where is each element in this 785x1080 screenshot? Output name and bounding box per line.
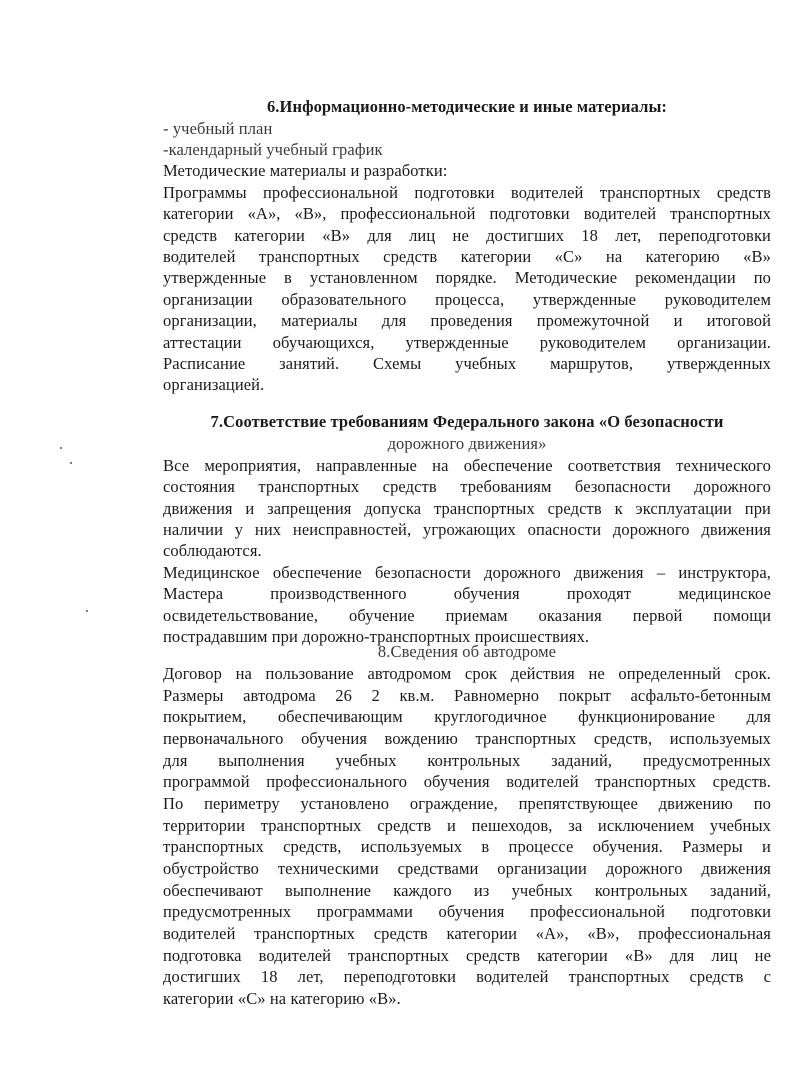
paragraph-line: организации образовательного процесса, утвержденные руководителем <box>163 290 771 309</box>
paragraph-line: освидетельствование, обучение приемам оказания первой помощи <box>163 606 771 625</box>
list-item: -календарный учебный график <box>163 140 383 159</box>
scan-speck <box>86 610 88 612</box>
list-item: - учебный план <box>163 119 273 138</box>
paragraph-line: обеспечивают выполнение каждого из учебных контрольных заданий, <box>163 881 771 900</box>
section-6-heading: 6.Информационно-методические и иные материалы: <box>266 97 668 116</box>
paragraph-line: достигших 18 лет, переподготовки водителей транспортных средств с <box>163 967 771 986</box>
section-7-heading-cont: дорожного движения» <box>387 434 547 453</box>
paragraph-line: транспортных средств, используемых в процессе обучения. Размеры и <box>163 837 771 856</box>
paragraph-line: территории транспортных средств и пешеходов, за исключением учебных <box>163 816 771 835</box>
subheading: Методические материалы и разработки: <box>163 161 448 180</box>
paragraph-line: состояния транспортных средств требованиям безопасности дорожного <box>163 477 771 496</box>
section-8-heading: 8.Сведения об автодроме <box>377 642 557 661</box>
paragraph-line: средств категории «В» для лиц не достигших 18 лет, переподготовки <box>163 226 771 245</box>
paragraph-line: наличии у них неисправностей, угрожающих опасности дорожного движения <box>163 520 771 539</box>
section-7-heading: 7.Соответствие требованиям Федерального закона «О безопасности <box>210 412 724 431</box>
paragraph-line: водителей транспортных средств категории «С» на категорию «В» <box>163 247 771 266</box>
paragraph-line: Расписание занятий. Схемы учебных маршрутов, утвержденных <box>163 354 771 373</box>
paragraph-line: водителей транспортных средств категории «А», «В», профессиональная <box>163 924 771 943</box>
paragraph-line: соблюдаются. <box>163 541 262 560</box>
paragraph-line: организацией. <box>163 375 265 394</box>
paragraph-line: Программы профессиональной подготовки водителей транспортных средств <box>163 183 771 202</box>
paragraph-line: Размеры автодрома 26 2 кв.м. Равномерно покрыт асфальто-бетонным <box>163 686 771 705</box>
paragraph-line: аттестации обучающихся, утвержденные руководителем организации. <box>163 333 771 352</box>
paragraph-line: Договор на пользование автодромом срок действия не определенный срок. <box>163 664 771 683</box>
paragraph-line: программой профессионального обучения водителей транспортных средств. <box>163 772 771 791</box>
paragraph-line: По периметру установлено ограждение, препятствующее движению по <box>163 794 771 813</box>
paragraph-line: движения и запрещения допуска транспортных средств к эксплуатации при <box>163 499 771 518</box>
paragraph-line: первоначального обучения вождению транспортных средств, используемых <box>163 729 771 748</box>
paragraph-line: категории «С» на категорию «В». <box>163 989 401 1008</box>
paragraph-line: покрытием, обеспечивающим круглогодичное функционирование для <box>163 707 771 726</box>
paragraph-line: пострадавшим при дорожно-транспортных происшествиях. <box>163 627 590 646</box>
paragraph-line: предусмотренных программами обучения профессиональной подготовки <box>163 902 771 921</box>
scan-speck <box>70 462 72 464</box>
scan-speck <box>60 447 62 449</box>
paragraph-line: организации, материалы для проведения промежуточной и итоговой <box>163 311 771 330</box>
paragraph-line: для выполнения учебных контрольных заданий, предусмотренных <box>163 751 771 770</box>
paragraph-line: утвержденные в установленном порядке. Методические рекомендации по <box>163 268 771 287</box>
paragraph-line: категории «А», «В», профессиональной подготовки водителей транспортных <box>163 204 771 223</box>
paragraph-line: обустройство техническими средствами организации дорожного движения <box>163 859 771 878</box>
paragraph-line: Мастера производственного обучения проходят медицинское <box>163 584 771 603</box>
paragraph-line: подготовка водителей транспортных средств категории «В» для лиц не <box>163 946 771 965</box>
paragraph-line: Медицинское обеспечение безопасности дорожного движения – инструктора, <box>163 563 771 582</box>
paragraph-line: Все мероприятия, направленные на обеспечение соответствия технического <box>163 456 771 475</box>
